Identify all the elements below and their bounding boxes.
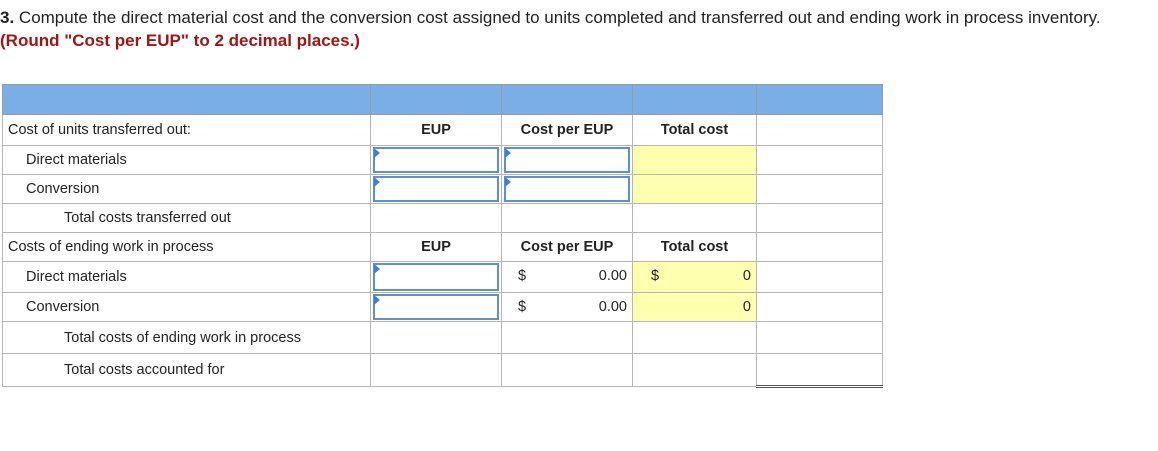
cost-worksheet-table: [2, 84, 883, 388]
ending-conv-eup-input-box[interactable]: [373, 294, 499, 320]
transferred-conv-eup-input[interactable]: [375, 178, 497, 200]
blank-cell: [502, 322, 633, 354]
transferred-dm-eup-cell: [371, 146, 502, 175]
ending-conv-eup-input[interactable]: [375, 296, 497, 318]
total-cost-column-header: Total cost: [633, 115, 757, 146]
table-row: [3, 115, 883, 146]
rounding-hint: (Round "Cost per EUP" to 2 decimal places.): [0, 31, 360, 50]
transferred-dm-label: Direct materials: [3, 146, 371, 175]
ending-section-label: Costs of ending work in process: [3, 233, 371, 262]
transferred-conv-eup-cell: [371, 175, 502, 204]
input-flag-icon: [374, 148, 380, 158]
ending-total-cell: [757, 322, 883, 354]
ending-conv-eup-cell: [371, 293, 502, 322]
blank-cell: [757, 175, 883, 204]
input-flag-icon: [374, 264, 380, 274]
blank-cell: [757, 293, 883, 322]
transferred-dm-cost-input-box[interactable]: [504, 147, 630, 173]
ending-dm-eup-input[interactable]: [375, 265, 497, 289]
question-text: [0, 6, 1150, 52]
blank-cell: [757, 233, 883, 262]
ending-dm-eup-cell: [371, 262, 502, 293]
transferred-conv-cost-input-box[interactable]: [504, 176, 630, 202]
blank-cell: [371, 204, 502, 233]
cost-per-eup-column-header: Cost per EUP: [502, 233, 633, 262]
table-row: [3, 175, 883, 204]
header-cell: [3, 85, 371, 115]
blank-cell: [633, 322, 757, 354]
transferred-conv-total-cell: [633, 175, 757, 204]
table-row: [3, 354, 883, 387]
eup-column-header: EUP: [371, 233, 502, 262]
question-number: 3.: [0, 8, 15, 27]
header-cell: [371, 85, 502, 115]
ending-dm-cost-cell: [502, 262, 633, 293]
dollar-sign: $: [518, 268, 527, 284]
ending-conv-total-value: 0: [742, 299, 751, 315]
blank-cell: [371, 354, 502, 387]
transferred-conv-cost-cell: [502, 175, 633, 204]
blank-cell: [633, 354, 757, 387]
blank-cell: [502, 204, 633, 233]
blank-cell: [757, 115, 883, 146]
table-row: [3, 233, 883, 262]
ending-dm-cost-value: 0.00: [598, 268, 627, 284]
table-row: [3, 322, 883, 354]
ending-conv-cost-cell: [502, 293, 633, 322]
ending-conv-total-cell: [633, 293, 757, 322]
blank-cell: [371, 322, 502, 354]
total-ending-wip-label: Total costs of ending work in process: [3, 322, 371, 354]
table-row: [3, 262, 883, 293]
transferred-conversion-label: Conversion: [3, 175, 371, 204]
header-cell: [757, 85, 883, 115]
cost-per-eup-column-header: Cost per EUP: [502, 115, 633, 146]
transferred-dm-cost-cell: [502, 146, 633, 175]
table-row: [3, 204, 883, 233]
header-cell: [633, 85, 757, 115]
ending-dm-eup-input-box[interactable]: [373, 263, 499, 291]
dollar-sign: $: [518, 299, 527, 315]
total-cost-column-header: Total cost: [633, 233, 757, 262]
dollar-sign: $: [651, 268, 660, 284]
ending-dm-label: Direct materials: [3, 262, 371, 293]
transferred-dm-eup-input[interactable]: [375, 149, 497, 171]
ending-dm-total-value: 0: [742, 268, 751, 284]
header-cell: [502, 85, 633, 115]
transferred-conv-cost-input[interactable]: [506, 178, 628, 200]
table-row: [3, 146, 883, 175]
question-body: Compute the direct material cost and the conversion cost assigned to units completed and transferred out and ending work in process inventory.: [14, 8, 1101, 27]
total-transferred-label: Total costs transferred out: [3, 204, 371, 233]
blank-cell: [502, 354, 633, 387]
ending-dm-total-cell: [633, 262, 757, 293]
blank-cell: [757, 262, 883, 293]
input-flag-icon: [374, 177, 380, 187]
eup-column-header: EUP: [371, 115, 502, 146]
blank-cell: [633, 204, 757, 233]
table-row: [3, 293, 883, 322]
ending-conversion-label: Conversion: [3, 293, 371, 322]
table-header-band: [3, 85, 883, 115]
transferred-conv-eup-input-box[interactable]: [373, 176, 499, 202]
ending-conv-cost-value: 0.00: [598, 299, 627, 315]
input-flag-icon: [505, 148, 511, 158]
transferred-section-label: Cost of units transferred out:: [3, 115, 371, 146]
total-accounted-label: Total costs accounted for: [3, 354, 371, 387]
blank-cell: [757, 204, 883, 233]
transferred-dm-cost-input[interactable]: [506, 149, 628, 171]
transferred-dm-eup-input-box[interactable]: [373, 147, 499, 173]
transferred-dm-total-cell: [633, 146, 757, 175]
input-flag-icon: [374, 295, 380, 305]
blank-cell: [757, 146, 883, 175]
accounted-total-cell: [757, 354, 883, 387]
input-flag-icon: [505, 177, 511, 187]
